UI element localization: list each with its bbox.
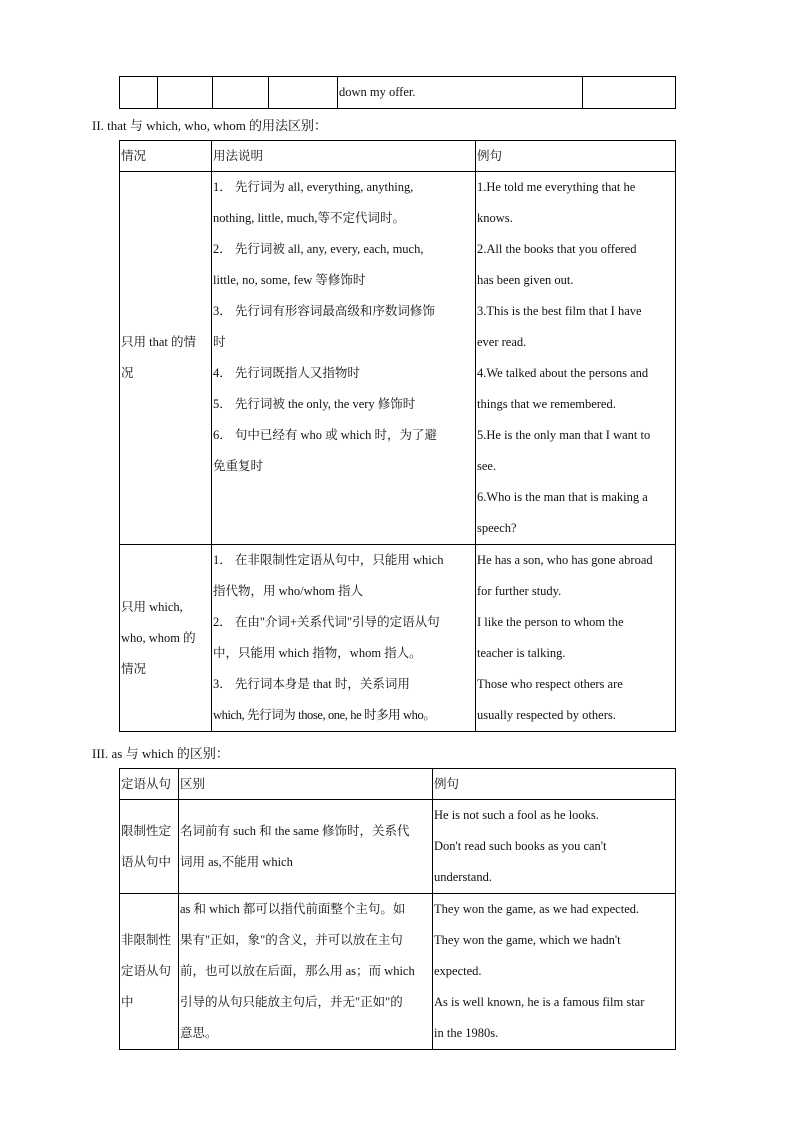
usage-cell xyxy=(212,172,476,545)
example-line: see. xyxy=(477,459,497,473)
section-heading: II. that 与 which, who, whom 的用法区别： xyxy=(92,118,328,133)
example-line: 3.This is the best film that I have xyxy=(477,304,642,318)
usage-line: 2． 先行词被 all, any, every, each, much, xyxy=(213,242,424,256)
example-line: They won the game, which we hadn't xyxy=(434,933,621,947)
example-line: teacher is talking. xyxy=(477,646,566,660)
case-cell xyxy=(120,800,179,894)
case-line: 限制性定 xyxy=(121,823,172,838)
usage-line: 1． 先行词为 all, everything, anything, xyxy=(213,180,414,194)
table-row xyxy=(120,172,676,545)
case-line: 非限制性 xyxy=(121,933,172,947)
usage-line: as 和 which 都可以指代前面整个主句。如 xyxy=(180,902,406,916)
example-line: things that we remembered. xyxy=(477,397,616,411)
example-line: Those who respect others are xyxy=(477,677,623,691)
continued-table xyxy=(119,76,676,109)
example-line: 5.He is the only man that I want to xyxy=(477,428,651,442)
table-cell xyxy=(583,77,676,109)
example-line: speech? xyxy=(477,521,517,535)
table-cell xyxy=(120,77,158,109)
example-line: He has a son, who has gone abroad xyxy=(477,553,653,567)
usage-line: 前，也可以放在后面，那么用 as；而 which xyxy=(180,964,415,978)
header-cell: 情况 xyxy=(120,141,212,172)
cell-text: down my offer. xyxy=(339,85,416,99)
example-line: They won the game, as we had expected. xyxy=(434,902,640,916)
case-line: 定语从句 xyxy=(121,964,172,978)
usage-line: 名词前有 such 和 the same 修饰时，关系代 xyxy=(180,823,410,838)
usage-line: 5． 先行词被 the only, the very 修饰时 xyxy=(213,397,416,411)
usage-line: 3． 先行词本身是 that 时，关系词用 xyxy=(213,677,410,691)
example-line: 4.We talked about the persons and xyxy=(477,366,649,380)
example-line: He is not such a fool as he looks. xyxy=(434,808,599,822)
usage-line: 意思。 xyxy=(180,1026,218,1040)
usage-line: 2． 在由"介词+关系代词"引导的定语从句 xyxy=(213,615,440,629)
usage-line: 6． 句中已经有 who 或 which 时，为了避 xyxy=(213,428,437,442)
table-header-row xyxy=(120,141,676,172)
example-line: Don't read such books as you can't xyxy=(434,839,607,853)
usage-line: 果有"正如，象"的含义，并可以放在主句 xyxy=(180,933,403,947)
example-line: usually respected by others. xyxy=(477,708,616,722)
that-which-table xyxy=(119,140,676,732)
usage-line: which, 先行词为 those, one, he 时多用 who。 xyxy=(213,708,436,722)
example-cell xyxy=(476,545,676,732)
example-cell xyxy=(476,172,676,545)
table-cell xyxy=(269,77,338,109)
header-cell: 用法说明 xyxy=(212,141,476,172)
table-row xyxy=(120,77,676,109)
case-line: 只用 which, xyxy=(121,599,183,614)
usage-cell xyxy=(179,894,433,1050)
case-line: 情况 xyxy=(121,661,147,676)
usage-line: nothing, little, much,等不定代词时。 xyxy=(213,211,406,225)
case-line: who, whom 的 xyxy=(121,630,196,645)
case-cell xyxy=(120,172,212,545)
table-header-row xyxy=(120,769,676,800)
usage-line: 指代物，用 who/whom 指人 xyxy=(213,584,364,598)
example-line: 2.All the books that you offered xyxy=(477,242,637,256)
table-row xyxy=(120,800,676,894)
usage-line: 免重复时 xyxy=(213,459,264,473)
table-cell xyxy=(213,77,269,109)
usage-cell xyxy=(212,545,476,732)
example-line: knows. xyxy=(477,211,513,225)
usage-line: 3． 先行词有形容词最高级和序数词修饰 xyxy=(213,304,435,318)
example-line: expected. xyxy=(434,964,482,978)
example-line: in the 1980s. xyxy=(434,1026,499,1040)
usage-line: 引导的从句只能放主句后，并无"正如"的 xyxy=(180,995,403,1009)
header-cell: 定语从句 xyxy=(120,769,179,800)
example-line: for further study. xyxy=(477,584,562,598)
usage-line: 4． 先行词既指人又指物时 xyxy=(213,366,360,380)
case-line: 况 xyxy=(121,366,134,380)
example-cell xyxy=(433,800,676,894)
case-cell xyxy=(120,545,212,732)
example-line: understand. xyxy=(434,870,492,884)
usage-line: little, no, some, few 等修饰时 xyxy=(213,273,366,287)
usage-cell xyxy=(179,800,433,894)
example-line: has been given out. xyxy=(477,273,574,287)
usage-line: 时 xyxy=(213,335,226,349)
example-line: As is well known, he is a famous film star xyxy=(434,995,645,1009)
section-heading: III. as 与 which 的区别： xyxy=(92,746,229,761)
table-row xyxy=(120,545,676,732)
example-cell xyxy=(433,894,676,1050)
example-line: 6.Who is the man that is making a xyxy=(477,490,648,504)
case-line: 中 xyxy=(121,995,134,1009)
case-line: 语从句中 xyxy=(121,854,172,869)
example-line: ever read. xyxy=(477,335,527,349)
case-cell xyxy=(120,894,179,1050)
example-line: 1.He told me everything that he xyxy=(477,180,636,194)
table-row xyxy=(120,894,676,1050)
usage-line: 中，只能用 which 指物，whom 指人。 xyxy=(213,646,422,660)
table-cell xyxy=(158,77,213,109)
usage-line: 1． 在非限制性定语从句中，只能用 which xyxy=(213,553,444,567)
case-line: 只用 that 的情 xyxy=(121,335,196,349)
header-cell: 区别 xyxy=(179,769,433,800)
table-cell xyxy=(338,77,583,109)
usage-line: 词用 as,不能用 which xyxy=(180,854,293,869)
as-which-table xyxy=(119,768,676,1050)
example-line: I like the person to whom the xyxy=(477,615,624,629)
header-cell: 例句 xyxy=(433,769,676,800)
header-cell: 例句 xyxy=(476,141,676,172)
